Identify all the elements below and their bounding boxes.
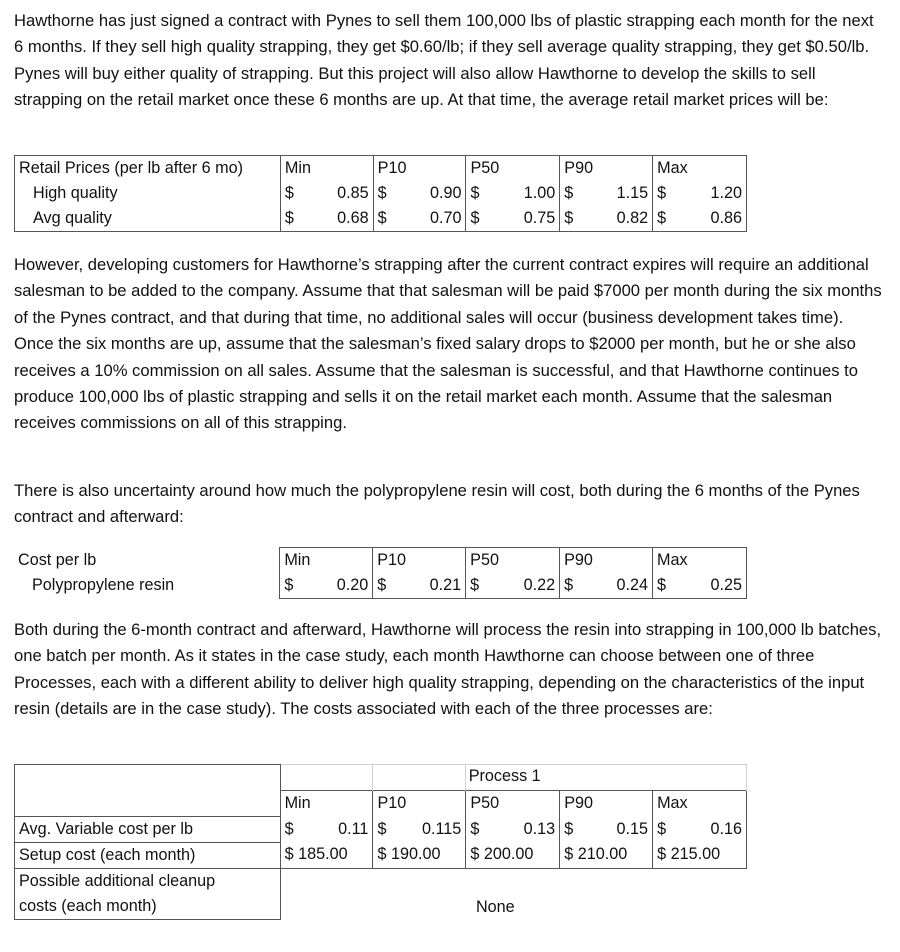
process-row-label: Avg. Variable cost per lb [15,816,281,842]
resin-value: 0.20 [336,576,369,594]
retail-row-label: Avg quality [15,206,281,232]
resin-header-p50: P50 [466,548,560,574]
resin-value: 0.25 [710,576,742,594]
process-value: $ 200.00 [466,842,560,868]
resin-row-label: Polypropylene resin [32,576,175,595]
retail-value: 1.15 [616,184,649,202]
resin-table-title: Cost per lb [18,550,97,569]
salesman-paragraph: However, developing customers for Hawthorne’s strapping after the current contract expires will require an additional salesman to be added to the company. Assume that that salesman will be paid $7000 per month during the six months of the Pynes contract, and that during that time, no additional sales will occur (business development takes time). Once the six months are up, assume that the salesman’s fixed salary drops to $2000 per month, but he or she also receives a 10% commission on all sales. Assume that the salesman is successful, and that Hawthorne continues to produce 100,000 lbs of plastic strapping and sells it on the retail market each month. Assume that the salesman receives commissions on all of this strapping. [14,255,882,433]
resin-value: 0.21 [429,576,462,594]
process-paragraph: Both during the 6-month contract and afterward, Hawthorne will process the resin into strapping in 100,000 lb batches, one batch per month. As it states in the case study, each month Hawthorne can choose between one of three Processes, each with a different ability to deliver high quality strapping, depending on the characteristics of the input resin (details are in the case study). The costs associated with each of the three processes are: [14,620,882,719]
resin-value: 0.24 [616,576,649,594]
process-header-p90: P90 [560,791,653,817]
resin-header-p10: P10 [373,548,466,574]
table-row: Avg. Variable cost per lb $ 0.11 $ 0.115 $ 0.13 $ 0.15 $ 0.16 [15,816,747,842]
resin-value: 0.22 [523,576,556,594]
process-value: $ 185.00 [280,842,373,868]
resin-paragraph: There is also uncertainty around how much the polypropylene resin will cost, both during the 6 months of the Pynes contract and afterward: [14,481,860,527]
retail-value: 0.68 [337,209,369,227]
process-cleanup-value: None [475,898,515,916]
process-header-p50: P50 [466,791,560,817]
retail-value: 0.86 [710,209,742,227]
retail-value: 1.20 [710,184,742,202]
table-row: Avg quality $ 0.68 $ 0.70 $ 0.75 $ 0.82 $ 0.86 [15,206,747,232]
table-row: Polypropylene resin $ 0.20 $ 0.21 $ 0.22 $ 0.24 $ 0.25 [14,573,747,599]
resin-header-max: Max [653,548,747,574]
process-value: 0.13 [523,819,556,838]
process-value: $ 210.00 [560,842,653,868]
process-empty-cell [15,765,281,791]
retail-row-label: High quality [15,181,281,206]
process-group-title: Process 1 [468,767,541,785]
process-cost-table [14,764,747,920]
process-header-max: Max [653,791,747,817]
table-row: High quality $ 0.85 $ 0.90 $ 1.00 $ 1.15 $ 1.20 [15,181,747,206]
process-header-p10: P10 [373,791,466,817]
retail-header-p10: P10 [373,156,466,182]
retail-header-min: Min [280,156,373,182]
process-value: 0.15 [616,819,649,838]
process-value: 0.11 [338,819,369,838]
process-value: 0.16 [710,819,742,838]
retail-value: 0.90 [429,184,462,202]
retail-value: 0.82 [616,209,649,227]
retail-value: 0.75 [523,209,556,227]
process-row-label: Setup cost (each month) [15,842,281,868]
resin-header-p90: P90 [560,548,653,574]
process-value: $ 215.00 [653,842,747,868]
resin-header-min: Min [280,548,373,574]
retail-value: 0.70 [429,209,462,227]
resin-cost-table [14,547,747,599]
table-row [15,842,747,868]
table-row [15,868,747,919]
retail-header-max: Max [653,156,747,182]
retail-header-p50: P50 [466,156,560,182]
retail-value: 0.85 [337,184,369,202]
retail-value: 1.00 [523,184,556,202]
intro-paragraph: Hawthorne has just signed a contract with Pynes to sell them 100,000 lbs of plastic strapping each month for the next 6 months. If they sell high quality strapping, they get $0.60/lb; if they sell average quality strapping, they get $0.50/lb. Pynes will buy either quality of strapping. But this project will also allow Hawthorne to develop the skills to sell strapping on the retail market once these 6 months are up. At that time, the average retail market prices will be: [14,11,874,110]
process-header-min: Min [280,791,373,817]
retail-prices-table [14,155,747,232]
process-value: $ 190.00 [373,842,466,868]
retail-table-title: Retail Prices (per lb after 6 mo) [15,156,281,182]
process-cleanup-label: Possible additional cleanup costs (each month) [15,868,281,919]
retail-header-p90: P90 [560,156,653,182]
process-value: 0.115 [422,819,462,838]
